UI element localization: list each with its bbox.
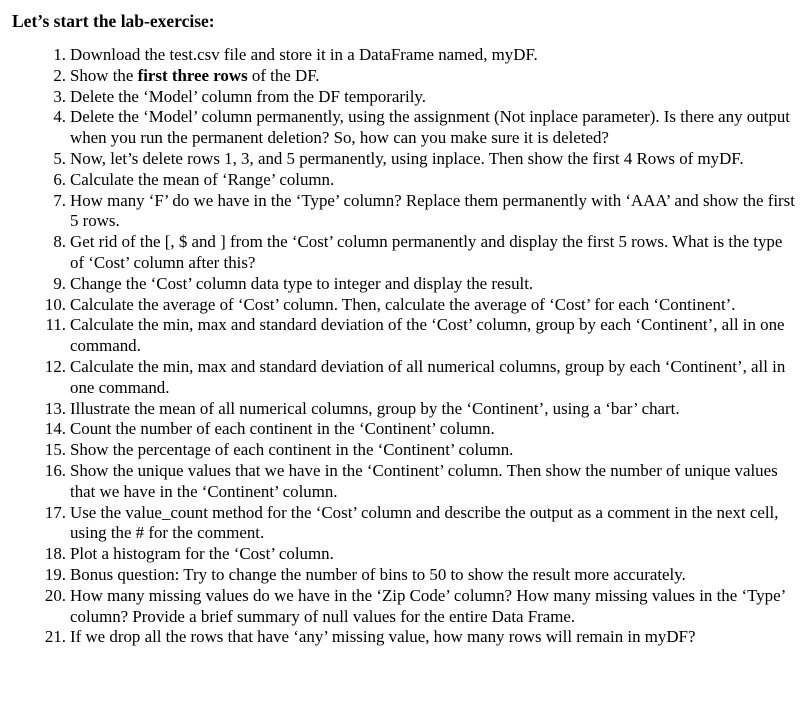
task-text-segment: Calculate the mean of ‘Range’ column. <box>70 169 335 189</box>
task-text-segment: Illustrate the mean of all numerical columns, group by the ‘Continent’, using a ‘bar’ chart. <box>70 398 680 418</box>
task-number: 9. <box>53 273 66 293</box>
task-number: 11. <box>45 315 66 335</box>
task-item <box>12 232 795 274</box>
task-item <box>12 45 795 66</box>
task-number: 6. <box>53 169 66 189</box>
task-text <box>70 440 513 459</box>
task-text <box>70 399 680 418</box>
task-text-segment: Show the unique values that we have in the ‘Continent’ column. Then show the number of unique values that we have in the ‘Continent’ column. <box>70 460 778 501</box>
task-text <box>70 565 686 584</box>
task-text <box>70 419 495 438</box>
task-text-segment: Now, let’s delete rows 1, 3, and 5 permanently, using inplace. Then show the first 4 Rows of myDF. <box>70 148 744 168</box>
task-text <box>70 45 538 64</box>
task-text-segment: How many ‘F’ do we have in the ‘Type’ column? Replace them permanently with ‘AAA’ and show the first 5 rows. <box>70 190 795 231</box>
task-text-segment: If we drop all the rows that have ‘any’ missing value, how many rows will remain in myDF? <box>70 627 696 647</box>
task-text <box>70 149 744 168</box>
task-text-segment: Get rid of the [, $ and ] from the ‘Cost’ column permanently and display the first 5 rows. What is the type of ‘Cost’ column after this? <box>70 232 783 272</box>
task-item <box>12 544 795 565</box>
task-number: 1. <box>53 45 66 64</box>
task-number: 13. <box>44 398 66 418</box>
task-item <box>12 191 795 233</box>
task-text-segment: Plot a histogram for the ‘Cost’ column. <box>70 544 334 564</box>
task-text <box>70 461 778 501</box>
task-text <box>70 274 533 293</box>
task-item <box>12 87 795 108</box>
task-number: 18. <box>44 544 66 564</box>
task-number: 15. <box>44 440 66 460</box>
task-text-segment: of the DF. <box>247 65 320 85</box>
task-number: 19. <box>44 564 66 584</box>
task-text <box>70 357 785 397</box>
task-number: 12. <box>44 356 66 376</box>
task-item <box>12 107 795 149</box>
task-text-segment: Bonus question: Try to change the number of bins to 50 to show the result more accurately. <box>70 564 686 584</box>
task-text <box>70 627 695 646</box>
task-item <box>12 627 795 648</box>
task-item <box>12 399 795 420</box>
task-text-bold: first three rows <box>137 65 248 85</box>
task-text <box>70 170 334 189</box>
task-number: 5. <box>53 148 66 168</box>
task-text-segment: Calculate the min, max and standard deviation of the ‘Cost’ column, group by each ‘Continent’, all in one command. <box>70 315 785 356</box>
task-item <box>12 170 795 191</box>
task-number: 4. <box>53 107 66 127</box>
task-item <box>12 419 795 440</box>
task-item <box>12 503 795 545</box>
task-text <box>70 107 790 147</box>
task-text <box>70 295 736 314</box>
task-number: 14. <box>44 419 66 439</box>
task-text-segment: Calculate the min, max and standard deviation of all numerical columns, group by each ‘Continent’, all in one command. <box>70 356 786 397</box>
task-text-segment: Calculate the average of ‘Cost’ column. Then, calculate the average of ‘Cost’ for each ‘Continent’. <box>70 294 736 314</box>
page-title: Let’s start the lab-exercise: <box>12 11 215 31</box>
task-text-segment: Count the number of each continent in the ‘Continent’ column. <box>70 419 495 439</box>
task-text-segment: Delete the ‘Model’ column from the DF temporarily. <box>70 86 427 106</box>
task-list <box>12 45 795 648</box>
task-text-segment: Download the test.csv file and store it in a DataFrame named, myDF. <box>70 45 538 64</box>
task-item <box>12 295 795 316</box>
task-text <box>70 544 334 563</box>
task-number: 8. <box>53 232 66 252</box>
task-text-segment: Use the value_count method for the ‘Cost’ column and describe the output as a comment in the next cell, using the # for the comment. <box>70 502 779 543</box>
task-item <box>12 440 795 461</box>
task-text-segment: Show the percentage of each continent in the ‘Continent’ column. <box>70 440 514 460</box>
task-item <box>12 274 795 295</box>
task-text <box>70 191 795 231</box>
task-item <box>12 565 795 586</box>
task-text-segment: Show the <box>70 65 138 85</box>
task-number: 7. <box>53 190 66 210</box>
task-text <box>70 315 785 355</box>
task-number: 17. <box>44 502 66 522</box>
task-number: 10. <box>44 294 66 314</box>
task-number: 20. <box>44 585 66 605</box>
task-number: 2. <box>53 65 66 85</box>
task-number: 21. <box>44 627 66 647</box>
task-text-segment: How many missing values do we have in the ‘Zip Code’ column? How many missing values in the ‘Type’ column? Provide a brief summary of null values for the entire Data Frame. <box>70 585 785 626</box>
task-item <box>12 461 795 503</box>
task-item <box>12 357 795 399</box>
task-item <box>12 66 795 87</box>
task-item <box>12 586 795 628</box>
task-text <box>70 586 785 626</box>
task-text <box>70 232 782 272</box>
task-number: 3. <box>53 86 66 106</box>
task-text <box>70 66 320 85</box>
task-text <box>70 503 778 543</box>
task-item <box>12 149 795 170</box>
task-text-segment: Delete the ‘Model’ column permanently, using the assignment (Not inplace parameter). Is there any output when you run the permanent deletion? So, how can you make sure it is deleted? <box>70 107 790 148</box>
task-item <box>12 315 795 357</box>
task-text <box>70 87 426 106</box>
task-number: 16. <box>44 460 66 480</box>
task-text-segment: Change the ‘Cost’ column data type to integer and display the result. <box>70 273 534 293</box>
